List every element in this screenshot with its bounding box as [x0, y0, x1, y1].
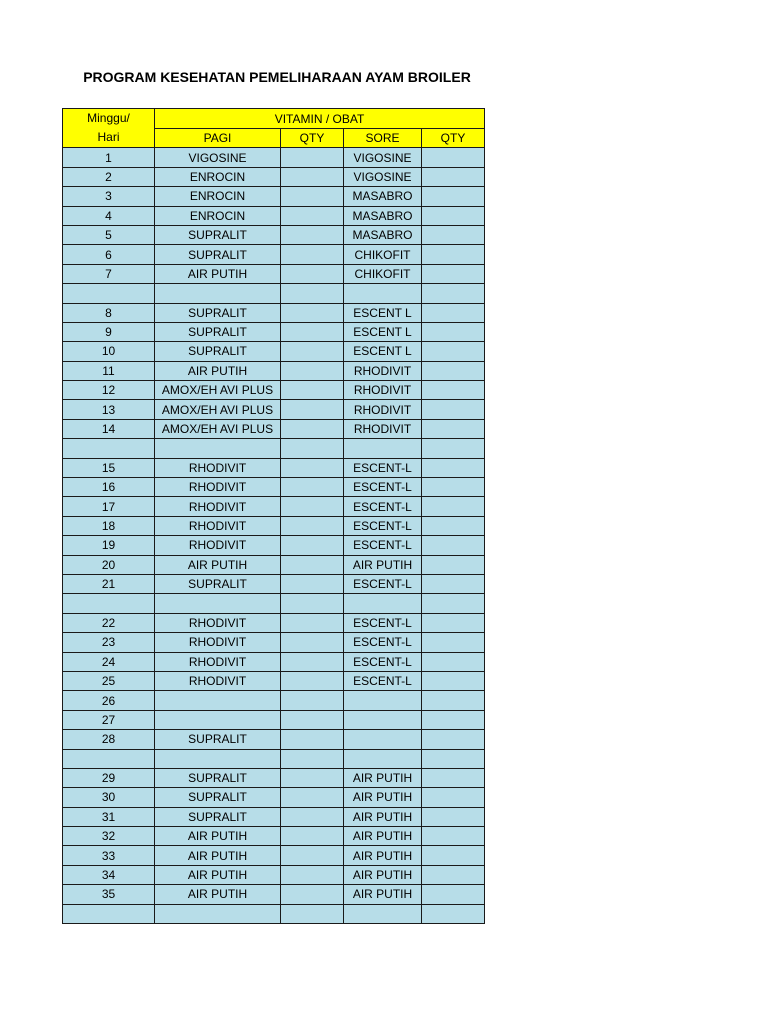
day-cell: 15 [63, 458, 155, 477]
pagi-cell: ENROCIN [155, 187, 281, 206]
qty-sore-cell [422, 167, 485, 186]
table-row [63, 361, 485, 380]
pagi-cell: RHODIVIT [155, 478, 281, 497]
sore-cell: ESCENT-L [344, 574, 422, 593]
pagi-cell: AIR PUTIH [155, 865, 281, 884]
pagi-cell [155, 284, 281, 303]
sore-cell [344, 730, 422, 749]
day-cell: 5 [63, 225, 155, 244]
pagi-cell: RHODIVIT [155, 633, 281, 652]
header-row-group [63, 109, 485, 129]
day-cell: 30 [63, 788, 155, 807]
sore-cell: RHODIVIT [344, 361, 422, 380]
pagi-cell: SUPRALIT [155, 342, 281, 361]
qty-sore-cell [422, 691, 485, 710]
qty-pagi-cell [281, 904, 344, 923]
header-pagi: PAGI [155, 129, 281, 148]
qty-sore-cell [422, 497, 485, 516]
pagi-cell: AMOX/EH AVI PLUS [155, 381, 281, 400]
day-cell: 3 [63, 187, 155, 206]
qty-pagi-cell [281, 245, 344, 264]
qty-pagi-cell [281, 594, 344, 613]
table-row [63, 322, 485, 341]
table-row [63, 574, 485, 593]
pagi-cell: ENROCIN [155, 167, 281, 186]
pagi-cell: AIR PUTIH [155, 827, 281, 846]
sore-cell: AIR PUTIH [344, 768, 422, 787]
sore-cell: ESCENT-L [344, 536, 422, 555]
qty-sore-cell [422, 865, 485, 884]
table-row [63, 633, 485, 652]
table-row [63, 807, 485, 826]
day-cell: 16 [63, 478, 155, 497]
table-row [63, 167, 485, 186]
pagi-cell: SUPRALIT [155, 768, 281, 787]
qty-sore-cell [422, 245, 485, 264]
day-cell: 18 [63, 516, 155, 535]
day-cell: 14 [63, 419, 155, 438]
qty-sore-cell [422, 633, 485, 652]
day-cell [63, 594, 155, 613]
table-row [63, 439, 485, 458]
qty-sore-cell [422, 652, 485, 671]
qty-pagi-cell [281, 885, 344, 904]
qty-sore-cell [422, 846, 485, 865]
qty-sore-cell [422, 749, 485, 768]
pagi-cell: RHODIVIT [155, 516, 281, 535]
qty-sore-cell [422, 730, 485, 749]
page-title: PROGRAM KESEHATAN PEMELIHARAAN AYAM BROILER [83, 69, 471, 85]
table-row [63, 303, 485, 322]
day-cell: 4 [63, 206, 155, 225]
pagi-cell: AIR PUTIH [155, 361, 281, 380]
header-minggu-hari [63, 109, 155, 148]
table-row [63, 245, 485, 264]
qty-pagi-cell [281, 710, 344, 729]
table-row [63, 865, 485, 884]
qty-pagi-cell [281, 478, 344, 497]
day-cell [63, 749, 155, 768]
qty-sore-cell [422, 710, 485, 729]
qty-pagi-cell [281, 555, 344, 574]
sore-cell [344, 284, 422, 303]
qty-pagi-cell [281, 497, 344, 516]
qty-pagi-cell [281, 187, 344, 206]
pagi-cell [155, 594, 281, 613]
qty-pagi-cell [281, 381, 344, 400]
qty-pagi-cell [281, 148, 344, 167]
day-cell: 24 [63, 652, 155, 671]
qty-sore-cell [422, 516, 485, 535]
qty-pagi-cell [281, 788, 344, 807]
qty-pagi-cell [281, 167, 344, 186]
sore-cell: CHIKOFIT [344, 245, 422, 264]
qty-pagi-cell [281, 516, 344, 535]
day-cell: 8 [63, 303, 155, 322]
day-cell: 19 [63, 536, 155, 555]
sore-cell: ESCENT L [344, 303, 422, 322]
qty-pagi-cell [281, 342, 344, 361]
pagi-cell: RHODIVIT [155, 613, 281, 632]
day-cell [63, 439, 155, 458]
pagi-cell: AIR PUTIH [155, 555, 281, 574]
day-cell: 2 [63, 167, 155, 186]
health-program-table [62, 108, 485, 924]
pagi-cell: ENROCIN [155, 206, 281, 225]
sore-cell: CHIKOFIT [344, 264, 422, 283]
sore-cell: MASABRO [344, 187, 422, 206]
qty-pagi-cell [281, 303, 344, 322]
sore-cell: ESCENT-L [344, 652, 422, 671]
qty-pagi-cell [281, 846, 344, 865]
qty-sore-cell [422, 555, 485, 574]
sore-cell: ESCENT-L [344, 671, 422, 690]
qty-sore-cell [422, 284, 485, 303]
table-row [63, 749, 485, 768]
qty-sore-cell [422, 478, 485, 497]
qty-pagi-cell [281, 807, 344, 826]
qty-pagi-cell [281, 361, 344, 380]
qty-pagi-cell [281, 633, 344, 652]
sore-cell: ESCENT-L [344, 516, 422, 535]
day-cell [63, 904, 155, 923]
day-cell: 31 [63, 807, 155, 826]
pagi-cell: SUPRALIT [155, 322, 281, 341]
qty-pagi-cell [281, 206, 344, 225]
table-row [63, 730, 485, 749]
qty-pagi-cell [281, 400, 344, 419]
day-cell: 10 [63, 342, 155, 361]
day-cell [63, 284, 155, 303]
sore-cell: AIR PUTIH [344, 827, 422, 846]
pagi-cell: VIGOSINE [155, 148, 281, 167]
pagi-cell: AMOX/EH AVI PLUS [155, 419, 281, 438]
table-row [63, 652, 485, 671]
qty-sore-cell [422, 187, 485, 206]
day-cell: 7 [63, 264, 155, 283]
sore-cell: VIGOSINE [344, 167, 422, 186]
pagi-cell: RHODIVIT [155, 652, 281, 671]
pagi-cell: RHODIVIT [155, 671, 281, 690]
sore-cell: ESCENT-L [344, 458, 422, 477]
pagi-cell: SUPRALIT [155, 225, 281, 244]
pagi-cell [155, 691, 281, 710]
pagi-cell: SUPRALIT [155, 245, 281, 264]
qty-pagi-cell [281, 536, 344, 555]
qty-sore-cell [422, 225, 485, 244]
table-row [63, 536, 485, 555]
header-sore: SORE [344, 129, 422, 148]
qty-sore-cell [422, 904, 485, 923]
table-row [63, 400, 485, 419]
sore-cell: ESCENT-L [344, 478, 422, 497]
qty-sore-cell [422, 400, 485, 419]
table-row [63, 885, 485, 904]
table-row [63, 671, 485, 690]
qty-sore-cell [422, 768, 485, 787]
qty-pagi-cell [281, 827, 344, 846]
day-cell: 25 [63, 671, 155, 690]
qty-pagi-cell [281, 730, 344, 749]
table-row [63, 613, 485, 632]
qty-sore-cell [422, 381, 485, 400]
header-vitamin-obat: VITAMIN / OBAT [155, 109, 485, 129]
sore-cell: ESCENT L [344, 322, 422, 341]
day-cell: 26 [63, 691, 155, 710]
day-cell: 20 [63, 555, 155, 574]
day-cell: 21 [63, 574, 155, 593]
pagi-cell: RHODIVIT [155, 536, 281, 555]
sore-cell: AIR PUTIH [344, 846, 422, 865]
qty-pagi-cell [281, 749, 344, 768]
sore-cell: RHODIVIT [344, 400, 422, 419]
table-row [63, 768, 485, 787]
sore-cell [344, 439, 422, 458]
sore-cell: RHODIVIT [344, 381, 422, 400]
day-cell: 11 [63, 361, 155, 380]
qty-sore-cell [422, 613, 485, 632]
qty-pagi-cell [281, 225, 344, 244]
pagi-cell: RHODIVIT [155, 458, 281, 477]
qty-sore-cell [422, 788, 485, 807]
qty-sore-cell [422, 206, 485, 225]
pagi-cell: SUPRALIT [155, 730, 281, 749]
day-cell: 9 [63, 322, 155, 341]
pagi-cell: SUPRALIT [155, 303, 281, 322]
table-row [63, 458, 485, 477]
day-cell: 12 [63, 381, 155, 400]
sore-cell: AIR PUTIH [344, 865, 422, 884]
sore-cell: AIR PUTIH [344, 788, 422, 807]
pagi-cell [155, 439, 281, 458]
sore-cell: ESCENT-L [344, 497, 422, 516]
pagi-cell: SUPRALIT [155, 574, 281, 593]
day-cell: 28 [63, 730, 155, 749]
day-cell: 1 [63, 148, 155, 167]
qty-sore-cell [422, 458, 485, 477]
qty-sore-cell [422, 264, 485, 283]
qty-sore-cell [422, 322, 485, 341]
table-row [63, 225, 485, 244]
table-row [63, 497, 485, 516]
qty-pagi-cell [281, 419, 344, 438]
sore-cell: MASABRO [344, 225, 422, 244]
qty-pagi-cell [281, 691, 344, 710]
sore-cell: ESCENT-L [344, 633, 422, 652]
table-row [63, 478, 485, 497]
qty-pagi-cell [281, 613, 344, 632]
qty-pagi-cell [281, 458, 344, 477]
qty-sore-cell [422, 303, 485, 322]
day-cell: 23 [63, 633, 155, 652]
sore-cell: VIGOSINE [344, 148, 422, 167]
qty-sore-cell [422, 361, 485, 380]
pagi-cell: AIR PUTIH [155, 846, 281, 865]
qty-pagi-cell [281, 439, 344, 458]
day-cell: 27 [63, 710, 155, 729]
pagi-cell [155, 904, 281, 923]
sore-cell: AIR PUTIH [344, 885, 422, 904]
table-row [63, 594, 485, 613]
day-cell: 22 [63, 613, 155, 632]
table-body [63, 148, 485, 924]
qty-pagi-cell [281, 284, 344, 303]
sore-cell: AIR PUTIH [344, 555, 422, 574]
pagi-cell: RHODIVIT [155, 497, 281, 516]
day-cell: 6 [63, 245, 155, 264]
day-cell: 13 [63, 400, 155, 419]
sore-cell [344, 691, 422, 710]
pagi-cell: AMOX/EH AVI PLUS [155, 400, 281, 419]
sore-cell: ESCENT L [344, 342, 422, 361]
qty-sore-cell [422, 536, 485, 555]
header-qty-pagi: QTY [281, 129, 344, 148]
table-row [63, 342, 485, 361]
table-row [63, 555, 485, 574]
qty-pagi-cell [281, 671, 344, 690]
table-row [63, 788, 485, 807]
day-cell: 35 [63, 885, 155, 904]
qty-sore-cell [422, 574, 485, 593]
table-row [63, 846, 485, 865]
table-row [63, 206, 485, 225]
table-row [63, 710, 485, 729]
qty-sore-cell [422, 594, 485, 613]
header-hari-label: Hari [97, 130, 120, 145]
qty-sore-cell [422, 885, 485, 904]
table-row [63, 381, 485, 400]
qty-pagi-cell [281, 865, 344, 884]
pagi-cell [155, 749, 281, 768]
qty-sore-cell [422, 827, 485, 846]
table-row [63, 827, 485, 846]
table-row [63, 187, 485, 206]
qty-sore-cell [422, 148, 485, 167]
pagi-cell [155, 710, 281, 729]
qty-pagi-cell [281, 322, 344, 341]
sore-cell [344, 749, 422, 768]
pagi-cell: SUPRALIT [155, 788, 281, 807]
table-row [63, 904, 485, 923]
table-row [63, 691, 485, 710]
qty-sore-cell [422, 342, 485, 361]
sore-cell [344, 594, 422, 613]
table-row [63, 419, 485, 438]
day-cell: 17 [63, 497, 155, 516]
day-cell: 33 [63, 846, 155, 865]
sore-cell: ESCENT-L [344, 613, 422, 632]
sore-cell [344, 710, 422, 729]
pagi-cell: AIR PUTIH [155, 264, 281, 283]
header-minggu-label: Minggu/ [87, 111, 130, 126]
sore-cell [344, 904, 422, 923]
day-cell: 32 [63, 827, 155, 846]
sore-cell: MASABRO [344, 206, 422, 225]
pagi-cell: AIR PUTIH [155, 885, 281, 904]
day-cell: 34 [63, 865, 155, 884]
qty-pagi-cell [281, 574, 344, 593]
pagi-cell: SUPRALIT [155, 807, 281, 826]
qty-pagi-cell [281, 768, 344, 787]
qty-pagi-cell [281, 652, 344, 671]
header-qty-sore: QTY [422, 129, 485, 148]
sore-cell: RHODIVIT [344, 419, 422, 438]
day-cell: 29 [63, 768, 155, 787]
table-row [63, 148, 485, 167]
sore-cell: AIR PUTIH [344, 807, 422, 826]
qty-pagi-cell [281, 264, 344, 283]
table-row [63, 264, 485, 283]
qty-sore-cell [422, 807, 485, 826]
table-row [63, 516, 485, 535]
qty-sore-cell [422, 419, 485, 438]
qty-sore-cell [422, 671, 485, 690]
qty-sore-cell [422, 439, 485, 458]
table-row [63, 284, 485, 303]
